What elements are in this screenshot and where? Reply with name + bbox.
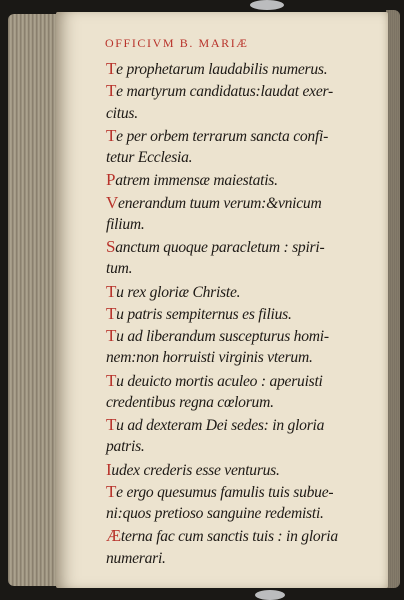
text-line [106,169,390,191]
clip-bottom [255,590,285,600]
text-line [106,192,390,214]
line-text: numerari. [106,549,166,567]
line-text: filium. [106,215,145,233]
line-text: u patris sempiternus es filius. [116,305,292,323]
rubricated-initial: P [106,170,116,190]
line-text: e ergo quesumus famulis tuis subue- [116,483,334,501]
rubricated-initial: T [106,281,117,301]
rubricated-initial: T [106,303,117,323]
rubricated-initial: T [106,370,117,390]
hymn-text [106,58,390,570]
rubricated-initial: T [106,125,117,145]
text-line [106,436,390,458]
rubricated-initial: T [106,59,117,78]
line-text: ni:quos pretioso sanguine redemisti. [106,505,324,522]
text-line [106,58,390,80]
line-text: nem:non horruisti virginis vterum. [106,349,313,367]
line-text: e prophetarum laudabilis numerus. [116,61,328,78]
line-text: u ad dexteram Dei sedes: in gloria [116,417,325,434]
line-text: u ad liberandum suscepturus homi- [116,328,329,345]
line-text: u rex gloriæ Christe. [116,283,241,301]
text-line [106,80,390,102]
text-line [106,370,390,392]
text-line [106,236,390,258]
text-line [106,303,390,325]
line-text: terna fac cum sanctis tuis : in gloria [120,528,338,546]
line-text: e per orbem terrarum sancta confi- [116,127,329,145]
line-text: atrem immensæ maiestatis. [115,172,278,190]
text-line [106,347,390,369]
text-line [106,548,390,570]
text-line [106,525,390,547]
text-line [106,125,390,147]
rubricated-initial: V [106,192,119,212]
rubricated-initial: T [106,326,117,345]
line-text: e martyrum candidatus:laudat exer- [116,83,333,101]
clip-top [250,0,284,10]
text-line [106,481,390,503]
text-line [106,325,390,347]
text-line [106,214,390,236]
text-line [106,147,390,169]
text-line [106,392,390,414]
line-text: anctum quoque paracletum : spiri- [115,239,325,256]
line-text: u deuicto mortis aculeo : aperuisti [116,372,323,390]
rubricated-initial: I [106,459,112,479]
text-line [106,281,390,303]
running-head: OFFICIVM B. MARIÆ [105,36,249,50]
line-text: enerandum tuum verum:&vnicum [118,194,322,212]
rubricated-initial: T [106,81,117,101]
line-text: patris. [106,438,145,456]
text-line [106,414,390,436]
text-line [106,459,390,481]
rubricated-initial: T [106,415,117,434]
line-text: citus. [106,104,138,122]
text-line [106,103,390,125]
rubricated-initial: Æ [106,526,121,546]
line-text: tetur Ecclesia. [106,149,193,166]
text-line [106,258,390,280]
line-text: udex crederis esse venturus. [111,461,280,479]
rubricated-initial: T [106,481,117,501]
line-text: credentibus regna cœlorum. [106,393,274,411]
rubricated-initial: S [106,237,116,256]
text-line [106,503,390,525]
line-text: tum. [106,260,133,278]
